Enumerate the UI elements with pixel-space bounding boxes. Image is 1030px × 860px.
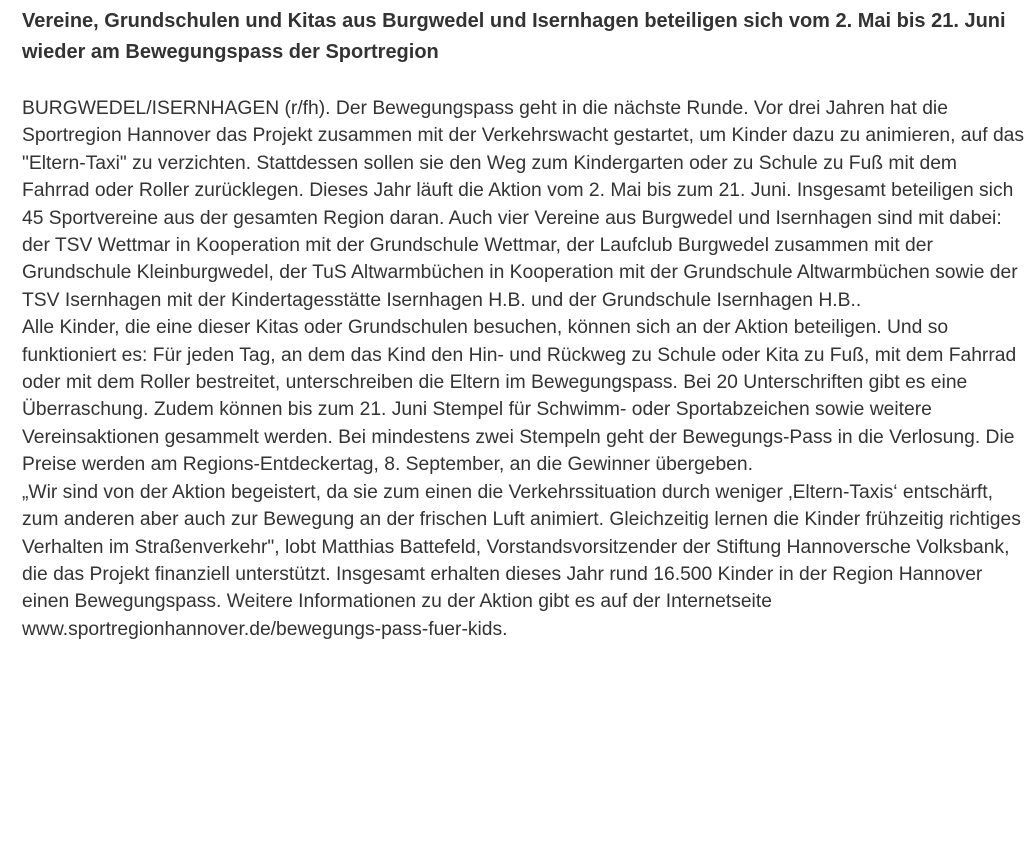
article-body xyxy=(22,95,1026,643)
article-paragraph-quote: „Wir sind von der Aktion begeistert, da sie zum einen die Verkehrssituation durch weniger ‚Eltern-Taxis‘ entschärft, zum anderen aber auch zur Bewegung an der frischen Luft animiert. Gleichzeitig lernen die Kinder frühzeitig richtiges Verhalten im Straßenverkehr", lobt Matthias Battefeld, Vorstandsvorsitzender der Stiftung Hannoversche Volksbank, die das Projekt finanziell unterstützt. Insgesamt erhalten dieses Jahr rund 16.500 Kinder in der Region Hannover einen Bewegungspass. Weitere Informationen zu der Aktion gibt es auf der Internetseite www.sportregionhannover.de/bewegungs-pass-fuer-kids. xyxy=(22,481,1021,640)
article-paragraph-how-it-works: Alle Kinder, die eine dieser Kitas oder Grundschulen besuchen, können sich an der Aktion beteiligen. Und so funktioniert es: Für jeden Tag, an dem das Kind den Hin- und Rückweg zu Schule oder Kita zu Fuß, mit dem Fahrrad oder mit dem Roller bestreitet, unterschreiben die Eltern im Bewegungspass. Bei 20 Unterschriften gibt es eine Überraschung. Zudem können bis zum 21. Juni Stempel für Schwimm- oder Sportabzeichen sowie weitere Vereinsaktionen gesammelt werden. Bei mindestens zwei Stempeln geht der Bewegungs-Pass in die Verlosung. Die Preise werden am Regions-Entdeckertag, 8. September, an die Gewinner übergeben. xyxy=(22,317,1017,476)
article-paragraph-intro: BURGWEDEL/ISERNHAGEN (r/fh). Der Bewegungspass geht in die nächste Runde. Vor drei Jahren hat die Sportregion Hannover das Projekt zusammen mit der Verkehrswacht gestartet, um Kinder dazu zu animieren, auf das "Eltern-Taxi" zu verzichten. Stattdessen sollen sie den Weg zum Kindergarten oder zu Schule zu Fuß mit dem Fahrrad oder Roller zurücklegen. Dieses Jahr läuft die Aktion vom 2. Mai bis zum 21. Juni. Insgesamt beteiligen sich 45 Sportvereine aus der gesamten Region daran. Auch vier Vereine aus Burgwedel und Isernhagen sind mit dabei: der TSV Wettmar in Kooperation mit der Grundschule Wettmar, der Laufclub Burgwedel zusammen mit der Grundschule Kleinburgwedel, der TuS Altwarmbüchen in Kooperation mit der Grundschule Altwarmbüchen sowie der TSV Isernhagen mit der Kindertagesstätte Isernhagen H.B. und der Grundschule Isernhagen H.B.. xyxy=(22,98,1025,311)
article xyxy=(22,6,1026,643)
article-headline: Vereine, Grundschulen und Kitas aus Burgwedel und Isernhagen beteiligen sich vom 2. Mai bis 21. Juni wieder am Bewegungspass der Sportregion xyxy=(22,10,1006,63)
